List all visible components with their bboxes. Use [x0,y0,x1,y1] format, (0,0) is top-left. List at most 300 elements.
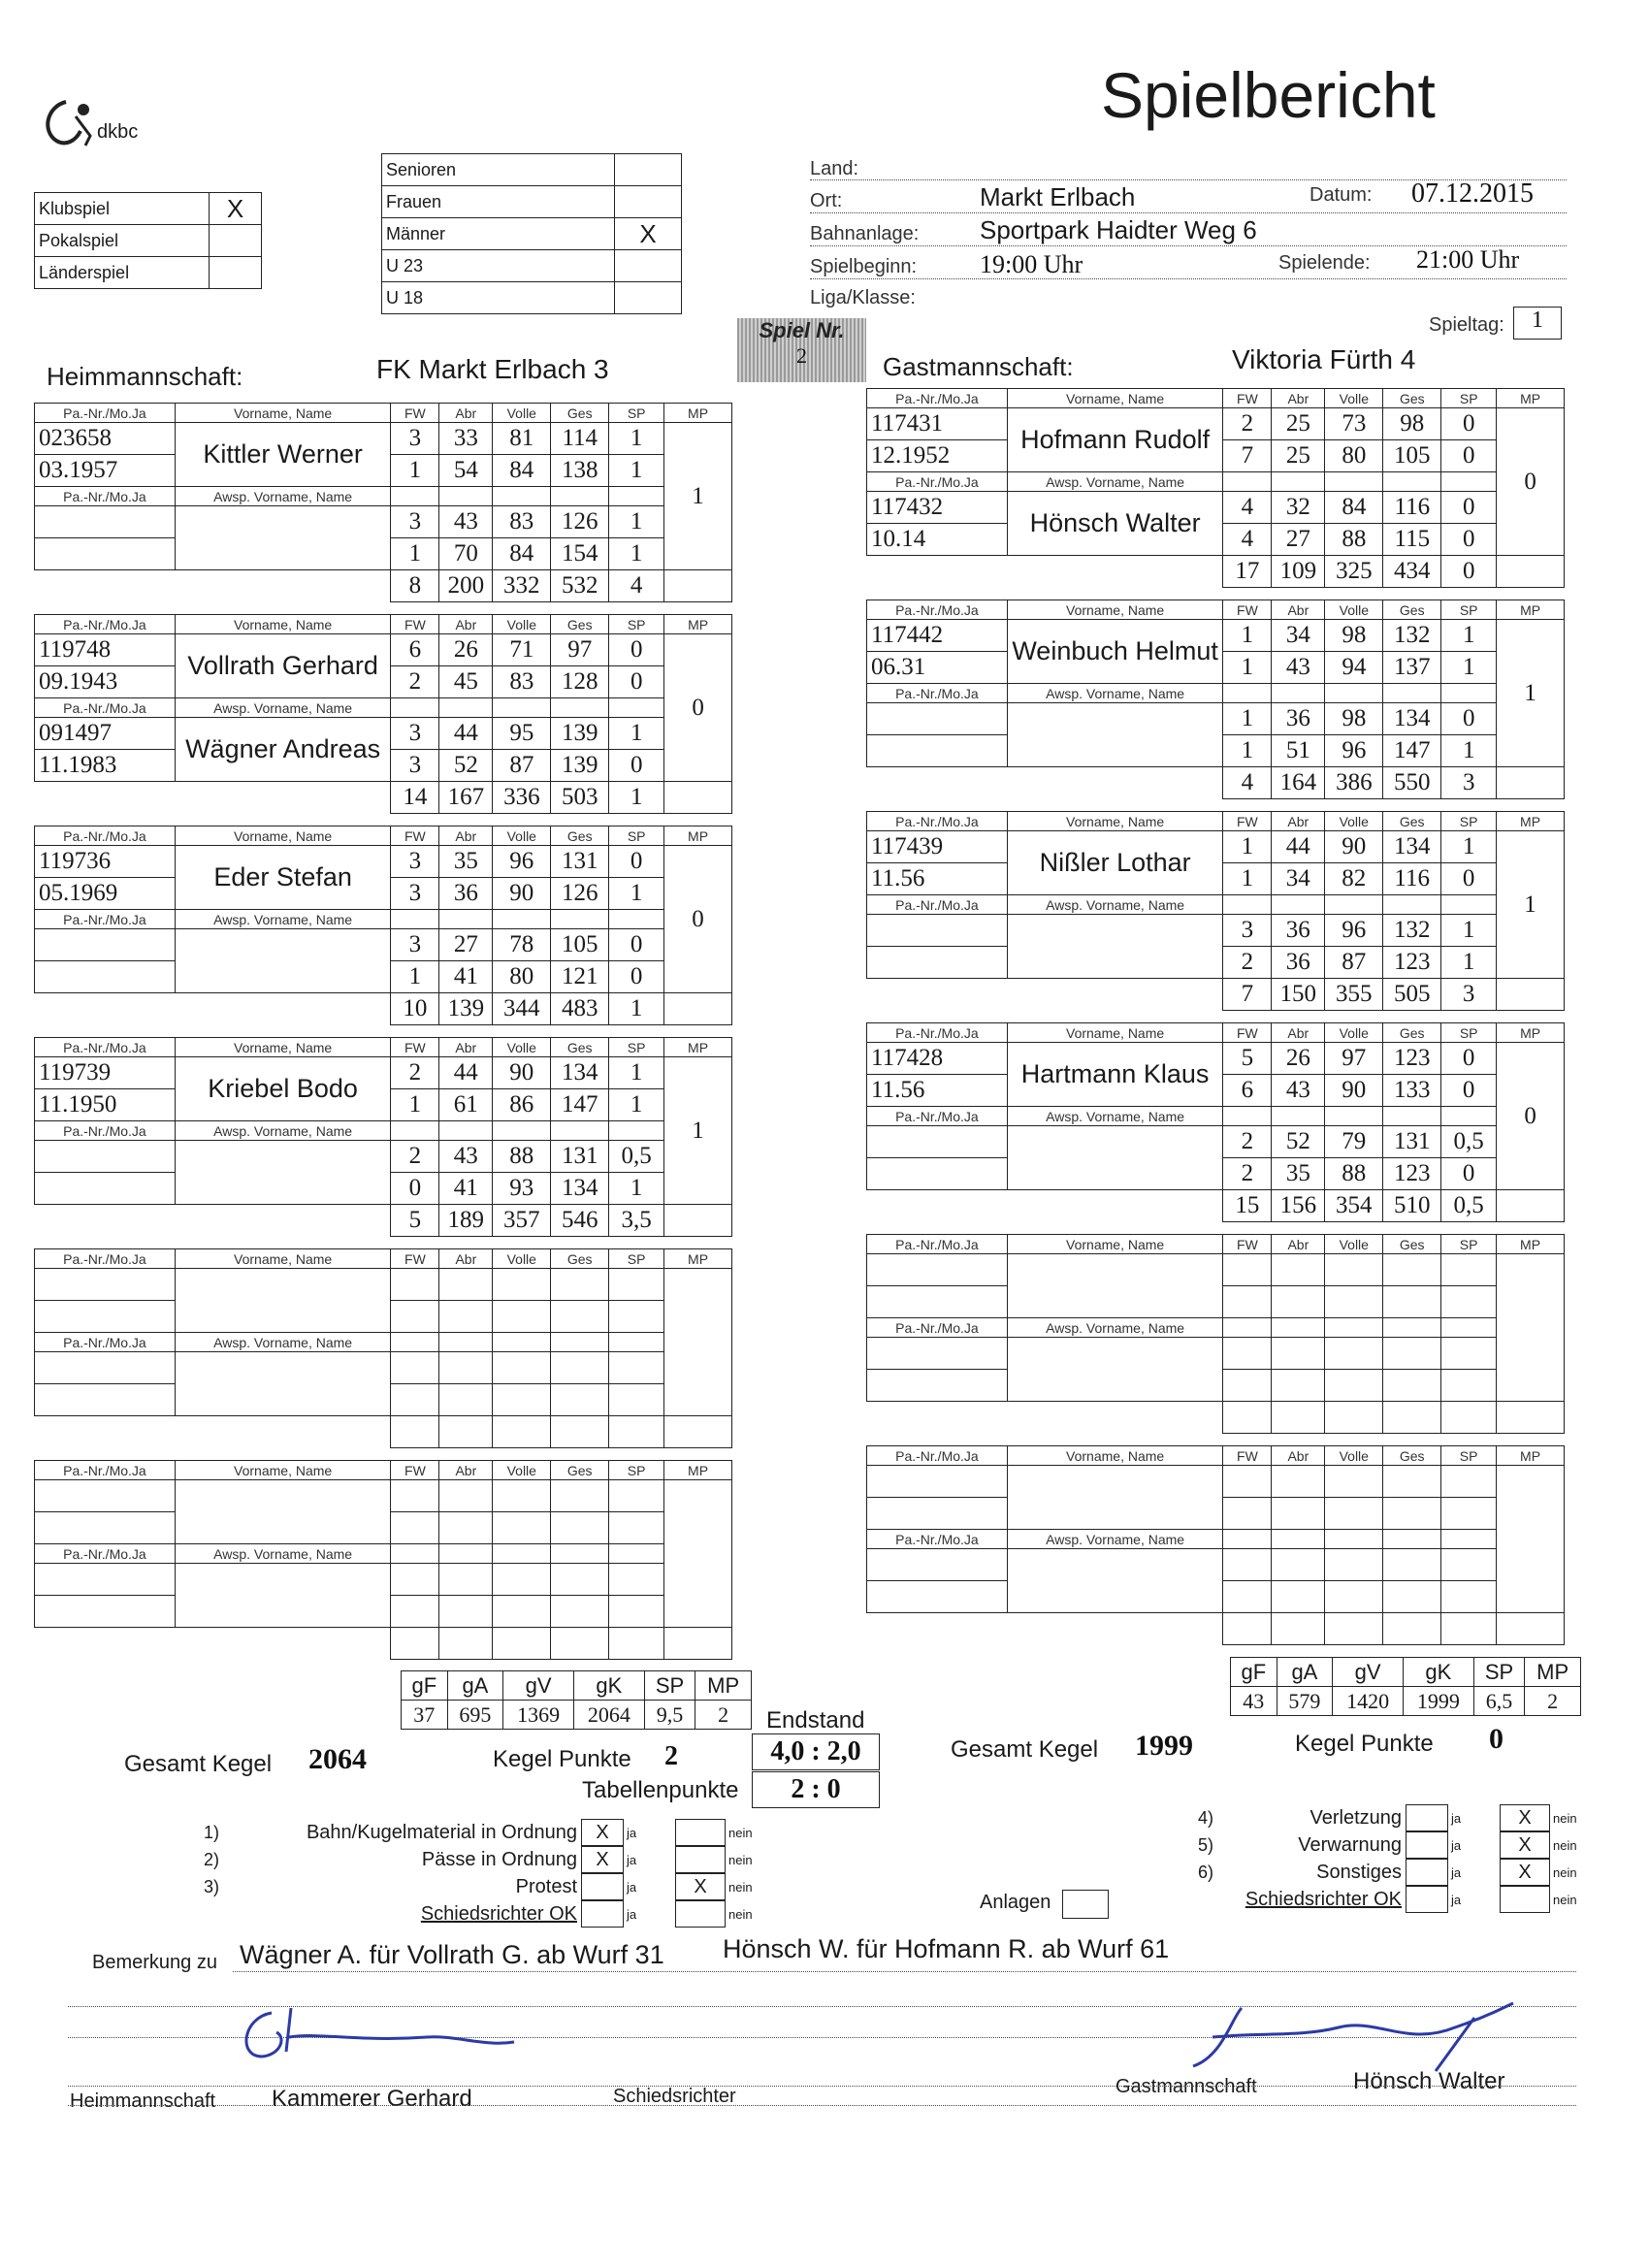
lane-value[interactable]: 98 [1325,620,1383,652]
lane-value[interactable] [391,1384,439,1416]
total-value[interactable]: 200 [439,570,493,602]
check-nein-box[interactable]: X [1500,1831,1550,1859]
lane-value[interactable]: 80 [493,961,551,993]
summary-gA-value[interactable]: 579 [1277,1687,1333,1716]
total-value[interactable]: 1 [609,782,664,814]
lane-value[interactable]: 123 [1383,1158,1441,1190]
lane-value[interactable]: 134 [551,1173,609,1205]
category-mark[interactable] [615,186,682,218]
lane-value[interactable] [551,1384,609,1416]
lane-value[interactable] [1441,1466,1497,1498]
sub-id[interactable] [867,1338,1008,1370]
sub-name[interactable] [1007,1338,1223,1402]
lane-value[interactable]: 36 [1272,703,1325,735]
lane-value[interactable]: 126 [551,506,609,538]
player-id[interactable] [867,1254,1008,1286]
total-value[interactable]: 336 [493,782,551,814]
lane-value[interactable]: 133 [1383,1075,1441,1107]
lane-value[interactable]: 4 [1223,524,1272,556]
lane-value[interactable]: 88 [1325,1158,1383,1190]
player-name[interactable]: Nißler Lothar [1007,831,1223,895]
lane-value[interactable]: 3 [391,750,439,782]
sub-name[interactable] [1007,1549,1223,1613]
total-value[interactable]: 3 [1441,767,1497,799]
total-value[interactable] [1441,1402,1497,1434]
lane-value[interactable]: 0,5 [1441,1126,1497,1158]
lane-value[interactable]: 54 [439,455,493,487]
anlagen-box[interactable] [1062,1890,1109,1919]
total-value[interactable]: 325 [1325,556,1383,588]
lane-value[interactable] [493,1512,551,1544]
lane-value[interactable]: 88 [493,1141,551,1173]
total-value[interactable] [1441,1613,1497,1645]
lane-value[interactable]: 131 [1383,1126,1441,1158]
lane-value[interactable]: 0 [609,666,664,698]
lane-value[interactable] [1441,1286,1497,1318]
total-value[interactable] [439,1416,493,1448]
check-ja-box[interactable]: X [581,1819,624,1846]
lane-value[interactable]: 0 [609,961,664,993]
lane-value[interactable] [391,1301,439,1333]
player-name[interactable] [1007,1466,1223,1530]
lane-value[interactable]: 90 [493,878,551,910]
total-value[interactable] [1223,1402,1272,1434]
total-value[interactable]: 505 [1383,979,1441,1011]
player-dob[interactable] [867,1286,1008,1318]
lane-value[interactable]: 1 [391,538,439,570]
check-ja-box[interactable] [1406,1831,1448,1859]
sub-name[interactable] [1007,1126,1223,1190]
lane-value[interactable]: 43 [1272,1075,1325,1107]
lane-value[interactable]: 41 [439,961,493,993]
lane-value[interactable] [1383,1581,1441,1613]
lane-value[interactable]: 126 [551,878,609,910]
lane-value[interactable] [391,1480,439,1512]
game-type-mark[interactable] [210,257,262,289]
sub-name[interactable] [1007,703,1223,767]
check-nein-box[interactable] [675,1819,726,1846]
lane-value[interactable]: 70 [439,538,493,570]
lane-value[interactable]: 43 [1272,652,1325,684]
player-id[interactable]: 117431 [867,408,1008,440]
lane-value[interactable]: 2 [391,666,439,698]
lane-value[interactable] [609,1269,664,1301]
lane-value[interactable]: 128 [551,666,609,698]
lane-value[interactable] [439,1301,493,1333]
lane-value[interactable] [609,1352,664,1384]
check-ja-box[interactable] [1406,1859,1448,1886]
lane-value[interactable]: 52 [1272,1126,1325,1158]
player-dob[interactable] [867,1498,1008,1530]
sub-dob[interactable]: 11.1983 [35,750,176,782]
lane-value[interactable]: 0 [1441,440,1497,472]
lane-value[interactable] [1383,1254,1441,1286]
total-value[interactable]: 357 [493,1205,551,1237]
lane-value[interactable] [1272,1370,1325,1402]
lane-value[interactable]: 26 [1272,1043,1325,1075]
lane-value[interactable]: 134 [551,1057,609,1089]
lane-value[interactable] [1223,1370,1272,1402]
player-mp[interactable] [664,1480,732,1628]
lane-value[interactable] [1441,1549,1497,1581]
lane-value[interactable]: 105 [551,929,609,961]
lane-value[interactable]: 25 [1272,440,1325,472]
summary-SP-value[interactable]: 9,5 [644,1701,695,1730]
lane-value[interactable] [493,1564,551,1596]
lane-value[interactable]: 1 [609,718,664,750]
lane-value[interactable]: 1 [1223,863,1272,895]
lane-value[interactable] [1272,1286,1325,1318]
sub-id[interactable] [35,1352,176,1384]
lane-value[interactable]: 84 [493,455,551,487]
lane-value[interactable]: 78 [493,929,551,961]
sub-id[interactable] [35,929,176,961]
lane-value[interactable] [1383,1466,1441,1498]
player-name[interactable]: Weinbuch Helmut [1007,620,1223,684]
lane-value[interactable]: 86 [493,1089,551,1121]
lane-value[interactable]: 83 [493,666,551,698]
player-name[interactable] [175,1269,391,1333]
total-value[interactable] [551,1416,609,1448]
lane-value[interactable]: 43 [439,506,493,538]
sub-id[interactable] [35,1564,176,1596]
total-value[interactable] [1272,1613,1325,1645]
lane-value[interactable]: 7 [1223,440,1272,472]
total-value[interactable]: 483 [551,993,609,1025]
player-mp[interactable]: 0 [1497,1043,1565,1190]
player-dob[interactable]: 09.1943 [35,666,176,698]
total-value[interactable]: 156 [1272,1190,1325,1222]
lane-value[interactable]: 1 [609,538,664,570]
total-value[interactable]: 189 [439,1205,493,1237]
lane-value[interactable] [551,1596,609,1628]
lane-value[interactable]: 1 [609,423,664,455]
lane-value[interactable]: 1 [609,1057,664,1089]
player-name[interactable]: Vollrath Gerhard [175,634,391,698]
lane-value[interactable]: 93 [493,1173,551,1205]
lane-value[interactable] [1325,1338,1383,1370]
lane-value[interactable]: 137 [1383,652,1441,684]
lane-value[interactable]: 154 [551,538,609,570]
player-name[interactable]: Hofmann Rudolf [1007,408,1223,472]
lane-value[interactable] [493,1269,551,1301]
lane-value[interactable]: 132 [1383,915,1441,947]
summary-gV-value[interactable]: 1369 [503,1701,574,1730]
sub-name[interactable] [175,1352,391,1416]
total-value[interactable]: 550 [1383,767,1441,799]
lane-value[interactable]: 25 [1272,408,1325,440]
lane-value[interactable]: 138 [551,455,609,487]
lane-value[interactable]: 6 [1223,1075,1272,1107]
total-value[interactable]: 4 [609,570,664,602]
lane-value[interactable]: 0 [609,750,664,782]
sub-name[interactable]: Wägner Andreas [175,718,391,782]
total-value[interactable]: 14 [391,782,439,814]
game-type-mark[interactable]: X [210,193,262,225]
lane-value[interactable] [493,1384,551,1416]
player-id[interactable]: 023658 [35,423,176,455]
sub-dob[interactable] [35,961,176,993]
total-value[interactable]: 17 [1223,556,1272,588]
category-mark[interactable] [615,154,682,186]
lane-value[interactable]: 96 [493,846,551,878]
total-value[interactable]: 3 [1441,979,1497,1011]
lane-value[interactable]: 2 [391,1057,439,1089]
lane-value[interactable]: 1 [1441,831,1497,863]
player-id[interactable]: 119739 [35,1057,176,1089]
lane-value[interactable] [1223,1338,1272,1370]
lane-value[interactable]: 44 [439,1057,493,1089]
lane-value[interactable] [609,1301,664,1333]
sub-id[interactable] [35,1141,176,1173]
total-value[interactable]: 150 [1272,979,1325,1011]
lane-value[interactable]: 132 [1383,620,1441,652]
lane-value[interactable]: 2 [1223,1158,1272,1190]
lane-value[interactable]: 2 [391,1141,439,1173]
lane-value[interactable]: 2 [1223,408,1272,440]
sub-id[interactable] [867,703,1008,735]
lane-value[interactable] [1383,1498,1441,1530]
total-value[interactable]: 1 [609,993,664,1025]
sub-name[interactable] [175,929,391,993]
player-dob[interactable]: 03.1957 [35,455,176,487]
lane-value[interactable] [1325,1254,1383,1286]
sub-dob[interactable] [35,1173,176,1205]
player-id[interactable] [35,1269,176,1301]
lane-value[interactable] [1272,1254,1325,1286]
sub-dob[interactable]: 10.14 [867,524,1008,556]
lane-value[interactable] [439,1352,493,1384]
total-value[interactable] [609,1416,664,1448]
total-value[interactable]: 546 [551,1205,609,1237]
total-value[interactable]: 5 [391,1205,439,1237]
sub-dob[interactable] [867,1370,1008,1402]
lane-value[interactable] [1223,1286,1272,1318]
lane-value[interactable]: 131 [551,846,609,878]
lane-value[interactable]: 90 [1325,1075,1383,1107]
lane-value[interactable] [1383,1286,1441,1318]
lane-value[interactable]: 35 [439,846,493,878]
lane-value[interactable]: 3 [391,878,439,910]
lane-value[interactable] [1272,1549,1325,1581]
player-mp[interactable]: 1 [1497,620,1565,767]
check-ja-box[interactable]: X [581,1846,624,1873]
lane-value[interactable]: 147 [551,1089,609,1121]
lane-value[interactable] [609,1564,664,1596]
lane-value[interactable]: 6 [391,634,439,666]
lane-value[interactable]: 44 [1272,831,1325,863]
lane-value[interactable]: 134 [1383,703,1441,735]
lane-value[interactable] [493,1596,551,1628]
total-value[interactable]: 8 [391,570,439,602]
total-value[interactable]: 15 [1223,1190,1272,1222]
lane-value[interactable]: 114 [551,423,609,455]
lane-value[interactable]: 2 [1223,947,1272,979]
total-value[interactable] [551,1628,609,1660]
lane-value[interactable]: 36 [1272,915,1325,947]
lane-value[interactable]: 32 [1272,492,1325,524]
lane-value[interactable] [551,1352,609,1384]
lane-value[interactable]: 1 [1223,703,1272,735]
player-name[interactable]: Eder Stefan [175,846,391,910]
lane-value[interactable] [493,1352,551,1384]
lane-value[interactable]: 90 [493,1057,551,1089]
lane-value[interactable]: 88 [1325,524,1383,556]
lane-value[interactable]: 96 [1325,735,1383,767]
lane-value[interactable]: 35 [1272,1158,1325,1190]
lane-value[interactable]: 0 [1441,524,1497,556]
lane-value[interactable]: 84 [1325,492,1383,524]
lane-value[interactable]: 3 [391,423,439,455]
lane-value[interactable]: 95 [493,718,551,750]
summary-gK-value[interactable]: 2064 [573,1701,644,1730]
lane-value[interactable]: 3 [391,846,439,878]
lane-value[interactable]: 97 [551,634,609,666]
total-value[interactable] [1325,1402,1383,1434]
player-dob[interactable]: 12.1952 [867,440,1008,472]
sub-id[interactable] [867,1549,1008,1581]
total-value[interactable]: 510 [1383,1190,1441,1222]
lane-value[interactable]: 1 [1223,735,1272,767]
lane-value[interactable]: 116 [1383,492,1441,524]
lane-value[interactable]: 87 [1325,947,1383,979]
lane-value[interactable] [1223,1498,1272,1530]
lane-value[interactable]: 0 [1441,1043,1497,1075]
summary-MP-value[interactable]: 2 [695,1701,752,1730]
sub-dob[interactable] [35,1384,176,1416]
lane-value[interactable] [1441,1338,1497,1370]
lane-value[interactable]: 1 [1223,652,1272,684]
check-nein-box[interactable]: X [675,1873,726,1900]
lane-value[interactable] [1325,1370,1383,1402]
lane-value[interactable]: 3 [1223,915,1272,947]
lane-value[interactable]: 80 [1325,440,1383,472]
check-nein-box[interactable]: X [1500,1804,1550,1831]
total-value[interactable] [1383,1402,1441,1434]
lane-value[interactable]: 1 [609,506,664,538]
total-value[interactable]: 0 [1441,556,1497,588]
lane-value[interactable]: 82 [1325,863,1383,895]
total-value[interactable]: 3,5 [609,1205,664,1237]
player-dob[interactable]: 06.31 [867,652,1008,684]
lane-value[interactable]: 90 [1325,831,1383,863]
sub-dob[interactable] [867,1581,1008,1613]
lane-value[interactable]: 45 [439,666,493,698]
sub-dob[interactable] [35,1596,176,1628]
total-value[interactable]: 164 [1272,767,1325,799]
player-mp[interactable]: 1 [664,423,732,570]
lane-value[interactable] [439,1596,493,1628]
player-id[interactable] [35,1480,176,1512]
summary-gK-value[interactable]: 1999 [1403,1687,1473,1716]
lane-value[interactable] [1272,1338,1325,1370]
lane-value[interactable]: 139 [551,750,609,782]
lane-value[interactable]: 1 [391,961,439,993]
lane-value[interactable]: 0 [609,929,664,961]
lane-value[interactable]: 0 [609,846,664,878]
lane-value[interactable] [439,1480,493,1512]
total-value[interactable]: 434 [1383,556,1441,588]
sub-dob[interactable] [867,947,1008,979]
lane-value[interactable]: 3 [391,506,439,538]
lane-value[interactable] [391,1512,439,1544]
lane-value[interactable] [1383,1338,1441,1370]
lane-value[interactable] [391,1596,439,1628]
lane-value[interactable]: 96 [1325,915,1383,947]
lane-value[interactable] [1441,1370,1497,1402]
category-mark[interactable] [615,250,682,282]
lane-value[interactable] [1441,1581,1497,1613]
check-ja-box[interactable] [581,1900,624,1928]
lane-value[interactable]: 0 [609,634,664,666]
player-id[interactable]: 117439 [867,831,1008,863]
lane-value[interactable]: 123 [1383,947,1441,979]
lane-value[interactable]: 97 [1325,1043,1383,1075]
lane-value[interactable]: 134 [1383,831,1441,863]
lane-value[interactable]: 84 [493,538,551,570]
sub-name[interactable] [1007,915,1223,979]
sub-id[interactable] [867,915,1008,947]
lane-value[interactable] [439,1512,493,1544]
lane-value[interactable] [1325,1581,1383,1613]
lane-value[interactable]: 98 [1325,703,1383,735]
player-mp[interactable] [664,1269,732,1416]
lane-value[interactable]: 1 [391,455,439,487]
lane-value[interactable] [1383,1549,1441,1581]
lane-value[interactable]: 123 [1383,1043,1441,1075]
total-value[interactable] [1325,1613,1383,1645]
lane-value[interactable] [609,1596,664,1628]
lane-value[interactable]: 1 [1441,620,1497,652]
lane-value[interactable]: 0 [1441,703,1497,735]
lane-value[interactable]: 43 [439,1141,493,1173]
player-name[interactable] [1007,1254,1223,1318]
lane-value[interactable]: 41 [439,1173,493,1205]
lane-value[interactable] [551,1480,609,1512]
lane-value[interactable] [1325,1549,1383,1581]
total-value[interactable]: 109 [1272,556,1325,588]
lane-value[interactable]: 0 [1441,1158,1497,1190]
check-nein-box[interactable] [675,1846,726,1873]
lane-value[interactable] [551,1269,609,1301]
lane-value[interactable]: 27 [1272,524,1325,556]
sub-name[interactable]: Hönsch Walter [1007,492,1223,556]
lane-value[interactable]: 1 [1441,735,1497,767]
lane-value[interactable] [439,1384,493,1416]
check-nein-box[interactable]: X [1500,1859,1550,1886]
player-id[interactable] [867,1466,1008,1498]
lane-value[interactable] [551,1564,609,1596]
player-id[interactable]: 117442 [867,620,1008,652]
player-id[interactable]: 119748 [35,634,176,666]
lane-value[interactable]: 26 [439,634,493,666]
sub-id[interactable]: 117432 [867,492,1008,524]
lane-value[interactable]: 0 [391,1173,439,1205]
total-value[interactable]: 532 [551,570,609,602]
lane-value[interactable]: 33 [439,423,493,455]
lane-value[interactable]: 3 [391,718,439,750]
sub-dob[interactable] [867,735,1008,767]
lane-value[interactable] [391,1352,439,1384]
lane-value[interactable]: 94 [1325,652,1383,684]
lane-value[interactable]: 2 [1223,1126,1272,1158]
lane-value[interactable]: 44 [439,718,493,750]
lane-value[interactable] [609,1384,664,1416]
total-value[interactable]: 332 [493,570,551,602]
lane-value[interactable]: 147 [1383,735,1441,767]
lane-value[interactable]: 1 [391,1089,439,1121]
lane-value[interactable] [1325,1498,1383,1530]
